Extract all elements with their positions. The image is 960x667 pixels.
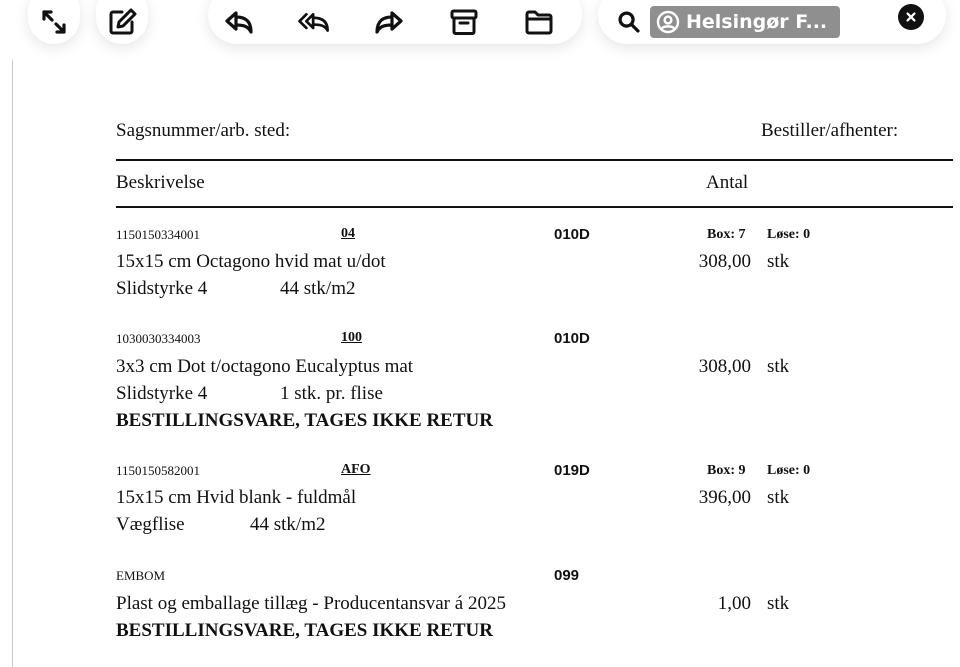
item-loose: Løse: 0 [767, 463, 811, 478]
item-attr-label: Vægflise [116, 514, 185, 535]
item-code: 04 [341, 226, 355, 241]
item-unit: stk [767, 251, 790, 272]
columns-divider [116, 206, 953, 208]
item-attr-value: 1 stk. pr. flise [280, 383, 383, 404]
item-box: Box: 9 [707, 463, 746, 478]
case-number-label: Sagsnummer/arb. sted: [116, 120, 291, 141]
column-quantity: Antal [706, 172, 749, 193]
item-quantity: 1,00 [717, 593, 751, 614]
item-description: 15x15 cm Hvid blank - fuldmål [116, 487, 357, 508]
item-note: BESTILLINGSVARE, TAGES IKKE RETUR [116, 410, 493, 431]
item-location: 010D [554, 330, 590, 347]
item-code: AFO [341, 462, 371, 477]
item-unit: stk [767, 356, 790, 377]
header-divider [116, 159, 953, 161]
search-token-label: Helsingør F... [686, 11, 828, 33]
item-unit: stk [767, 593, 790, 614]
item-description: Plast og emballage tillæg - Producentansvar á 2025 [116, 593, 506, 614]
item-code: 100 [341, 330, 362, 345]
item-loose: Løse: 0 [767, 227, 811, 242]
item-unit: stk [767, 487, 790, 508]
item-box: Box: 7 [707, 227, 746, 242]
item-attr-label: Slidstyrke 4 [116, 383, 208, 404]
item-description: 15x15 cm Octagono hvid mat u/dot [116, 251, 386, 272]
orderer-label: Bestiller/afhenter: [761, 120, 899, 141]
item-quantity: 308,00 [698, 356, 751, 377]
item-location: 099 [554, 567, 580, 584]
item-sku: 1030030334003 [116, 331, 201, 346]
item-description: 3x3 cm Dot t/octagono Eucalyptus mat [116, 356, 414, 377]
item-location: 010D [554, 226, 590, 243]
item-location: 019D [554, 462, 590, 479]
item-note: BESTILLINGSVARE, TAGES IKKE RETUR [116, 620, 493, 641]
item-quantity: 396,00 [698, 487, 751, 508]
item-attr-value: 44 stk/m2 [280, 278, 356, 299]
item-sku: EMBOM [116, 568, 166, 583]
column-description: Beskrivelse [116, 172, 205, 193]
item-attr-value: 44 stk/m2 [250, 514, 326, 535]
item-attr-label: Slidstyrke 4 [116, 278, 208, 299]
item-quantity: 308,00 [698, 251, 751, 272]
item-sku: 1150150334001 [116, 227, 201, 242]
item-sku: 1150150582001 [116, 463, 201, 478]
